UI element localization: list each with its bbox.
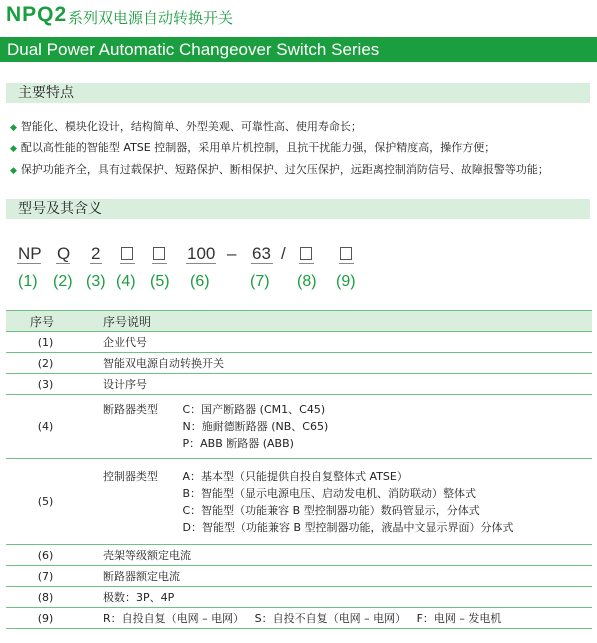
feature-item: ◆ 保护功能齐全，具有过载保护、短路保护、断相保护、过欠压保护，远距离控制消防信号、故障报警等功能； [10, 163, 549, 176]
underline [299, 263, 314, 264]
position-number: (4) [116, 273, 136, 290]
table-row [6, 587, 592, 608]
row-desc: 智能双电源自动转换开关 [85, 353, 592, 374]
model-part-slash: / [281, 244, 286, 263]
row-desc: 设计序号 [85, 374, 592, 395]
underline [152, 263, 167, 264]
row-no: (2) [6, 353, 85, 374]
features-heading: 主要特点 [6, 83, 590, 103]
table-row [6, 353, 592, 374]
row-no: (5) [6, 459, 85, 545]
model-part-rated: 63 [252, 244, 271, 263]
row-desc: 断路器额定电流 [85, 566, 592, 587]
table-row [6, 608, 592, 629]
diamond-bullet-icon: ◆ [10, 144, 17, 154]
placeholder-box-4 [121, 247, 133, 260]
position-number: (1) [18, 273, 38, 290]
underline [120, 263, 135, 264]
row-desc: 壳架等级额定电流 [85, 545, 592, 566]
feature-item: ◆ 智能化、模块化设计，结构简单、外型美观、可靠性高、使用寿命长； [10, 120, 362, 133]
underline [251, 263, 273, 264]
row-no: (3) [6, 374, 85, 395]
model-part-design: 2 [91, 244, 101, 263]
model-part-np: NP [18, 244, 42, 263]
model-heading: 型号及其含义 [6, 199, 590, 219]
row-no: (6) [6, 545, 85, 566]
row-options: A：基本型（只能提供自投自复整体式 ATSE） B：智能型（显示电源电压、启动发电机、消防联动）整体式 C：智能型（功能兼容 B 型控制器功能）数码管显示，分体式 D：智能型（功能兼容 B 型控制器功能，液晶中文显示界面）分体式 [182, 469, 514, 534]
underline [17, 263, 41, 264]
underline [56, 263, 70, 264]
placeholder-box-5 [153, 247, 165, 260]
title-banner: Dual Power Automatic Changeover Switch Series [0, 37, 597, 62]
table-row [6, 459, 592, 545]
model-part-dash: – [227, 244, 237, 263]
row-no: (9) [6, 608, 85, 629]
position-number: (9) [336, 273, 356, 290]
model-meaning-table [6, 310, 592, 629]
row-no: (8) [6, 587, 85, 608]
row-category: 控制器类型 [103, 469, 158, 483]
underline [339, 263, 354, 264]
position-number: (3) [86, 273, 106, 290]
table-row [6, 332, 592, 353]
position-number: (2) [53, 273, 73, 290]
row-options: C：国产断路器 (CM1、C45) N：施耐德断路器 (NB、C65) P：ABB 断路器 (ABB) [182, 403, 329, 450]
underline [186, 263, 216, 264]
column-header-desc: 序号说明 [85, 311, 592, 332]
row-no: (1) [6, 332, 85, 353]
model-part-q: Q [57, 244, 71, 263]
model-part-frame: 100 [187, 244, 216, 263]
position-number: (6) [190, 273, 210, 290]
row-desc: 企业代号 [85, 332, 592, 353]
underline [90, 263, 102, 264]
row-no: (4) [6, 395, 85, 459]
column-header-no: 序号 [6, 311, 85, 332]
position-number: (7) [250, 273, 270, 290]
row-category: 断路器类型 [103, 403, 158, 416]
row-desc: 极数：3P、4P [85, 587, 592, 608]
row-desc: R：自投自复（电网 – 电网） S：自投不自复（电网 – 电网） F：电网 – 发电机 [85, 608, 592, 629]
series-code: NPQ2 [6, 3, 68, 26]
feature-item: ◆ 配以高性能的智能型 ATSE 控制器，采用单片机控制，且抗干扰能力强，保护精度高，操作方便； [10, 141, 496, 154]
diamond-bullet-icon: ◆ [10, 166, 17, 176]
series-title-cn: 系列双电源自动转换开关 [68, 9, 234, 27]
diamond-bullet-icon: ◆ [10, 123, 17, 133]
position-number: (5) [150, 273, 170, 290]
placeholder-box-9 [340, 247, 352, 260]
row-no: (7) [6, 566, 85, 587]
position-number: (8) [297, 273, 317, 290]
table-row [6, 566, 592, 587]
table-row [6, 374, 592, 395]
table-row [6, 545, 592, 566]
placeholder-box-8 [300, 247, 312, 260]
table-row [6, 395, 592, 459]
table-header-row [6, 311, 592, 332]
